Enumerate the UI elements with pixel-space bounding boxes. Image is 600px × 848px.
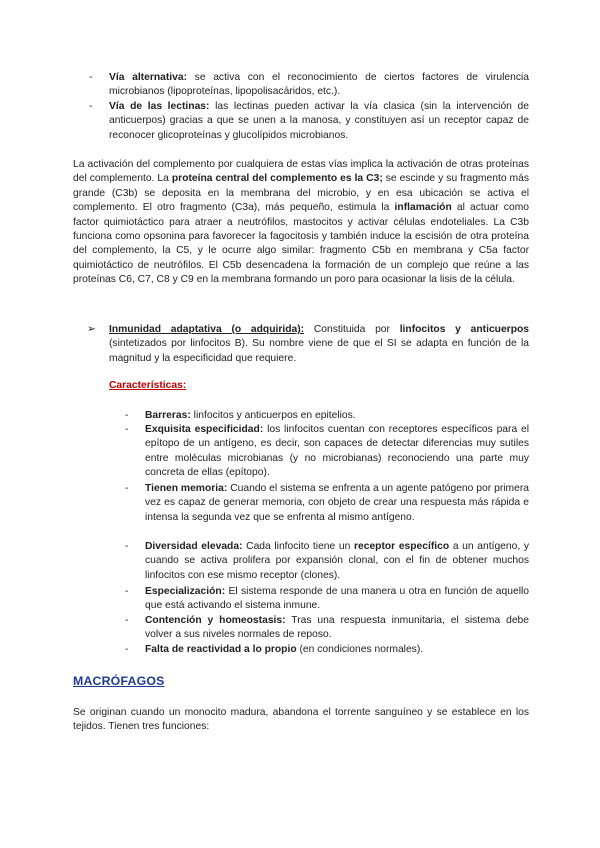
item-title: Especialización: bbox=[145, 586, 226, 597]
bullet-text: las lectinas pueden activar la vía clasica (sin la intervención de anticuerpos) gracias a que se unen a la manosa, y constituyen así un receptor capaz de reconocer glicoproteínas y glucolípidos microbianos. bbox=[109, 101, 529, 141]
bullet-text: se activa con el reconocimiento de ciertos factores de virulencia microbianos (lipoproteínas, lipopolisacáridos, etc.). bbox=[109, 72, 529, 98]
list-item bbox=[125, 614, 529, 643]
bullet-dash: - bbox=[89, 101, 93, 112]
bullet-dash: - bbox=[125, 615, 129, 626]
macrofagos-heading: MACRÓFAGOS bbox=[73, 674, 165, 688]
bullet-dash: - bbox=[125, 644, 129, 655]
item-title: Diversidad elevada: bbox=[145, 541, 243, 552]
item-text: a un antígeno, y cuando se activa prolifera por expansión clonal, con el fin de obtener muchos linfocitos con ese mismo receptor (clones). bbox=[145, 541, 529, 581]
list-item bbox=[125, 482, 530, 525]
list-item bbox=[125, 585, 529, 614]
list-item bbox=[125, 423, 529, 481]
item-text: Cuando el sistema se enfrenta a un agente patógeno por primera vez es capaz de generar memoria, con objeto de crear una respuesta más rápida e intensa la segunda vez que se enfrenta al mismo antígeno. bbox=[145, 483, 530, 523]
bullet-title: Vía de las lectinas: bbox=[109, 101, 210, 112]
item-title: Contención y homeostasis: bbox=[145, 615, 286, 626]
arrow-bullet-icon: ➢ bbox=[87, 324, 96, 335]
item-title: Falta de reactividad a lo propio bbox=[145, 644, 297, 655]
text-run: Constituida por bbox=[304, 324, 400, 335]
text-run: Se originan cuando un monocito madura, abandona el torrente sanguíneo y se establece en los tejidos. Tienen tres funciones: bbox=[73, 707, 529, 733]
caracteristicas-text: Características: bbox=[109, 380, 187, 391]
bullet-dash: - bbox=[89, 72, 93, 83]
bullet-dash: - bbox=[125, 483, 129, 494]
list-item bbox=[125, 643, 529, 657]
item-text: (en condiciones normales). bbox=[296, 644, 424, 655]
adaptive-immunity-item bbox=[87, 323, 529, 366]
caracteristicas-label bbox=[109, 379, 186, 393]
paragraph-macrofagos bbox=[73, 706, 529, 735]
text-run: al actuar como factor quimiotáctico para atraer a neutrófilos, mastocitos y activar células endoteliales. La C3b funciona como opsonina para favorecer la fagocitosis y también induce la escisión de otra proteína del complemento, la C5, y le ocurre algo similar: fragmento C5b en membrana y C5a factor quimiotáctico de neutrófilos. El C5b desencadena la formación de un complejo que reúne a las proteínas C6, C7, C8 y C9 en la membrana formando un poro para ocasionar la lisis de la célula. bbox=[73, 202, 529, 286]
section-heading bbox=[73, 674, 165, 690]
item-title: Exquisita especificidad: bbox=[145, 424, 264, 435]
item-text: Tras una respuesta inmunitaria, el sistema debe volver a sus niveles normales de reposo. bbox=[145, 615, 529, 641]
paragraph-complement bbox=[73, 158, 529, 288]
item-title: Tienen memoria: bbox=[145, 483, 228, 494]
bullet-dash: - bbox=[125, 424, 129, 435]
bullet-title: Vía alternativa: bbox=[109, 72, 188, 83]
text-run: se escinde y su fragmento más grande (C3b) se deposita en la membrana del microbio, y en esa ubicación se activa el complemento. El otro fragmento (C3a), más pequeño, estimula la bbox=[73, 173, 529, 214]
bullet-dash: - bbox=[125, 541, 129, 552]
list-item bbox=[89, 100, 529, 143]
item-title: Barreras: bbox=[145, 410, 191, 421]
bold-run: linfocitos y anticuerpos bbox=[399, 324, 529, 335]
item-text: Cada linfocito tiene un bbox=[242, 541, 354, 552]
item-bold: receptor específico bbox=[353, 541, 450, 552]
item-text: los linfocitos cuentan con receptores específicos para el epítopo de un antígeno, es decir, son capaces de detectar diferencias muy sutiles entre moléculas microbianas (y no microbianas) reconociendo una parte muy concreta de ellas (epítopo). bbox=[145, 424, 529, 479]
text-run: (sintetizados por linfocitos B). Su nombre viene de que el SI se adapta en función de la magnitud y la especificidad que requiere. bbox=[109, 338, 529, 364]
bullet-dash: - bbox=[125, 410, 129, 421]
item-text: linfocitos y anticuerpos en epitelios. bbox=[190, 410, 356, 421]
text-run: La activación del complemento por cualquiera de estas vías implica la activación de otras proteínas del complemento. La bbox=[73, 159, 529, 185]
bold-run: proteína central del complemento es la C3; bbox=[171, 173, 383, 185]
bold-run: inflamación bbox=[394, 202, 452, 214]
item-text: El sistema responde de una manera u otra en función de aquello que está activando el sistema inmune. bbox=[145, 586, 529, 612]
bullet-dash: - bbox=[125, 586, 129, 597]
adaptive-title: Inmunidad adaptativa (o adquirida): bbox=[109, 324, 305, 335]
list-item bbox=[125, 540, 529, 583]
list-item bbox=[89, 71, 529, 100]
list-item bbox=[125, 409, 529, 423]
